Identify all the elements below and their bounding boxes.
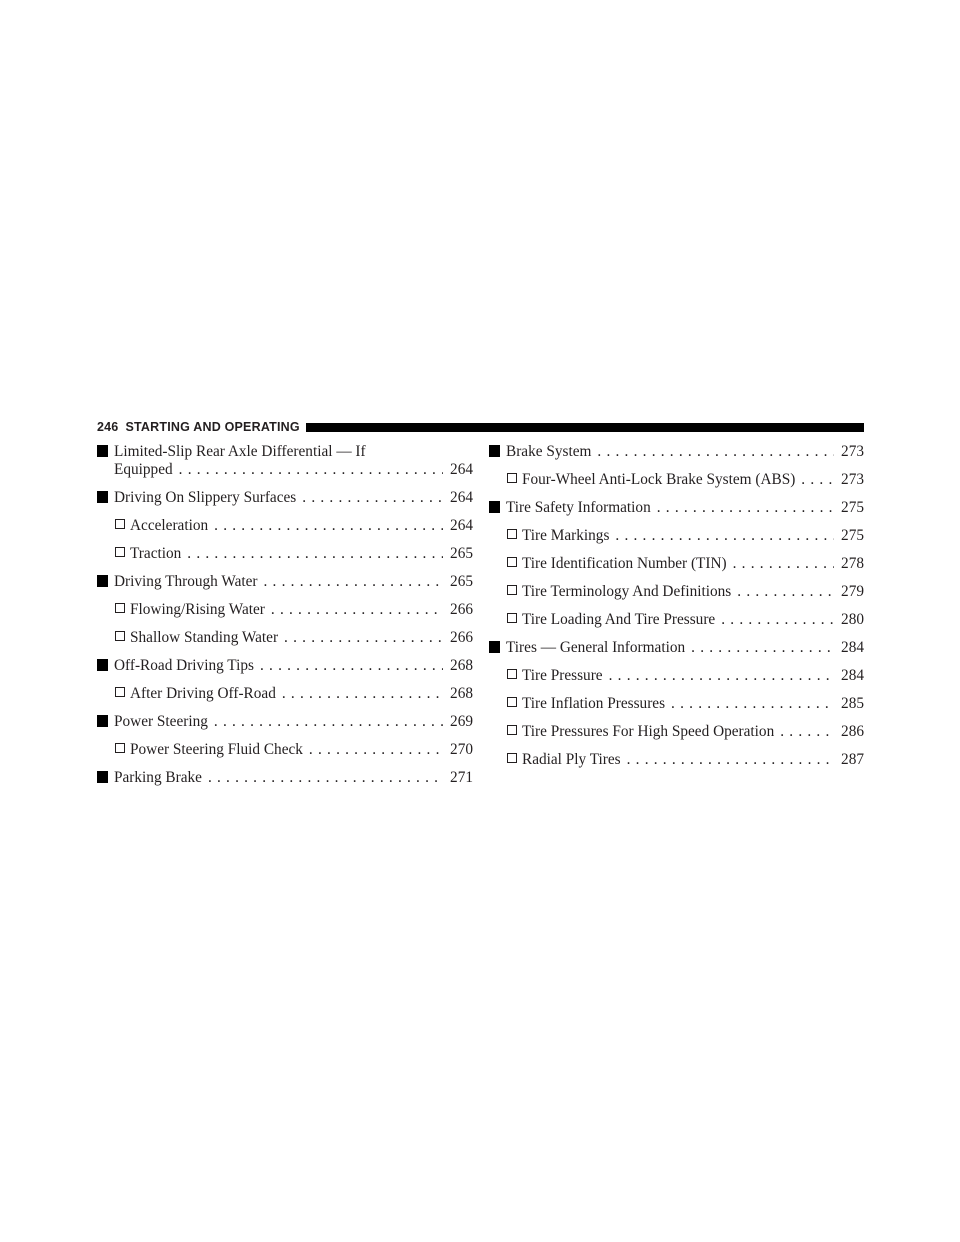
toc-entry-page: 287 xyxy=(841,751,864,768)
toc-entry-page: 269 xyxy=(450,713,473,730)
toc-entry-label: Radial Ply Tires xyxy=(522,751,621,768)
toc-entry-label: Tire Pressures For High Speed Operation xyxy=(522,723,775,740)
toc-entry-label: Limited-Slip Rear Axle Differential — If xyxy=(114,443,366,460)
toc-entry-page: 264 xyxy=(450,461,473,478)
toc-subentry[interactable] xyxy=(489,751,864,769)
toc-entry-label-continued: Equipped xyxy=(114,461,173,478)
dot-leader xyxy=(264,573,444,591)
toc-entry-page: 286 xyxy=(841,723,864,740)
toc-entry-page: 273 xyxy=(841,471,864,488)
dot-leader xyxy=(721,611,834,629)
toc-subentry[interactable] xyxy=(97,685,473,703)
toc-subentry[interactable] xyxy=(489,555,864,573)
dot-leader xyxy=(597,443,834,461)
hollow-square-bullet-icon xyxy=(507,753,517,763)
toc-entry-label: Four-Wheel Anti-Lock Brake System (ABS) xyxy=(522,471,796,488)
toc-entry-label: Shallow Standing Water xyxy=(130,629,279,646)
dot-leader xyxy=(609,667,834,685)
hollow-square-bullet-icon xyxy=(507,669,517,679)
toc-subentry[interactable] xyxy=(489,527,864,545)
toc-entry-label: Tire Identification Number (TIN) xyxy=(522,555,727,572)
toc-subentry[interactable] xyxy=(97,601,473,619)
section-title: STARTING AND OPERATING xyxy=(125,420,300,434)
toc-entry-page: 271 xyxy=(450,769,473,786)
toc-entry-label: Acceleration xyxy=(130,517,209,534)
dot-leader xyxy=(271,601,443,619)
toc-subentry[interactable] xyxy=(489,471,864,489)
hollow-square-bullet-icon xyxy=(507,613,517,623)
toc-entry-label: Tire Safety Information xyxy=(506,499,651,516)
hollow-square-bullet-icon xyxy=(115,603,125,613)
hollow-square-bullet-icon xyxy=(507,529,517,539)
toc-column-right xyxy=(489,443,864,779)
toc-entry-page: 284 xyxy=(841,639,864,656)
square-bullet-icon xyxy=(97,715,108,727)
toc-subentry[interactable] xyxy=(489,611,864,629)
toc-entry[interactable] xyxy=(97,657,473,675)
dot-leader xyxy=(214,517,443,535)
dot-leader xyxy=(282,685,443,703)
dot-leader xyxy=(801,471,834,489)
hollow-square-bullet-icon xyxy=(507,585,517,595)
toc-entry-page: 275 xyxy=(841,527,864,544)
dot-leader xyxy=(657,499,834,517)
toc-entry[interactable] xyxy=(97,713,473,731)
toc-subentry[interactable] xyxy=(489,667,864,685)
toc-subentry[interactable] xyxy=(97,629,473,647)
toc-entry[interactable] xyxy=(489,443,864,461)
dot-leader xyxy=(187,545,443,563)
toc-subentry[interactable] xyxy=(489,583,864,601)
header-rule xyxy=(306,423,864,432)
toc-entry[interactable] xyxy=(489,639,864,657)
toc-column-left xyxy=(97,443,473,797)
toc-entry-page: 264 xyxy=(450,489,473,506)
toc-entry-page: 280 xyxy=(841,611,864,628)
toc-entry-page: 275 xyxy=(841,499,864,516)
toc-entry-page: 270 xyxy=(450,741,473,758)
dot-leader xyxy=(208,769,443,787)
toc-entry-page: 265 xyxy=(450,573,473,590)
dot-leader xyxy=(627,751,834,769)
toc-entry-label: Brake System xyxy=(506,443,592,460)
dot-leader xyxy=(284,629,443,647)
dot-leader xyxy=(615,527,834,545)
toc-entry-label: Tire Terminology And Definitions xyxy=(522,583,732,600)
square-bullet-icon xyxy=(97,771,108,783)
toc-entry-label: Parking Brake xyxy=(114,769,202,786)
toc-entry-page: 284 xyxy=(841,667,864,684)
toc-entry-label: After Driving Off-Road xyxy=(130,685,276,702)
hollow-square-bullet-icon xyxy=(115,519,125,529)
dot-leader xyxy=(309,741,443,759)
toc-entry-page: 268 xyxy=(450,685,473,702)
toc-entry-page: 285 xyxy=(841,695,864,712)
toc-entry[interactable] xyxy=(97,489,473,507)
toc-entry-page: 264 xyxy=(450,517,473,534)
hollow-square-bullet-icon xyxy=(115,743,125,753)
hollow-square-bullet-icon xyxy=(115,687,125,697)
hollow-square-bullet-icon xyxy=(507,697,517,707)
hollow-square-bullet-icon xyxy=(507,473,517,483)
page-number: 246 xyxy=(97,420,119,434)
toc-entry-page: 266 xyxy=(450,629,473,646)
square-bullet-icon xyxy=(97,659,108,671)
toc-entry-page: 278 xyxy=(841,555,864,572)
page-header xyxy=(97,419,864,435)
dot-leader xyxy=(691,639,834,657)
toc-subentry[interactable] xyxy=(489,695,864,713)
toc-entry-label: Tire Loading And Tire Pressure xyxy=(522,611,716,628)
square-bullet-icon xyxy=(489,445,500,457)
square-bullet-icon xyxy=(97,491,108,503)
toc-entry-page: 266 xyxy=(450,601,473,618)
toc-entry-label: Power Steering xyxy=(114,713,208,730)
dot-leader xyxy=(733,555,834,573)
square-bullet-icon xyxy=(489,501,500,513)
toc-entry-label: Driving On Slippery Surfaces xyxy=(114,489,297,506)
toc-subentry[interactable] xyxy=(489,723,864,741)
toc-entry-page: 265 xyxy=(450,545,473,562)
dot-leader xyxy=(302,489,443,507)
toc-subentry[interactable] xyxy=(97,545,473,563)
dot-leader xyxy=(214,713,443,731)
toc-entry-page: 279 xyxy=(841,583,864,600)
dot-leader xyxy=(260,657,443,675)
toc-entry-label: Off-Road Driving Tips xyxy=(114,657,254,674)
toc-entry[interactable] xyxy=(97,769,473,787)
toc-subentry[interactable] xyxy=(97,741,473,759)
toc-entry-label: Driving Through Water xyxy=(114,573,258,590)
hollow-square-bullet-icon xyxy=(507,557,517,567)
toc-entry-label: Flowing/Rising Water xyxy=(130,601,265,618)
toc-entry-page: 268 xyxy=(450,657,473,674)
square-bullet-icon xyxy=(97,445,108,457)
hollow-square-bullet-icon xyxy=(115,547,125,557)
square-bullet-icon xyxy=(489,641,500,653)
toc-entry-label: Traction xyxy=(130,545,182,562)
toc-entry[interactable] xyxy=(97,443,473,479)
dot-leader xyxy=(179,461,443,479)
square-bullet-icon xyxy=(97,575,108,587)
toc-entry-label: Tire Markings xyxy=(522,527,610,544)
dot-leader xyxy=(780,723,834,741)
dot-leader xyxy=(737,583,834,601)
hollow-square-bullet-icon xyxy=(115,631,125,641)
toc-entry[interactable] xyxy=(489,499,864,517)
hollow-square-bullet-icon xyxy=(507,725,517,735)
toc-entry-label: Tire Pressure xyxy=(522,667,603,684)
dot-leader xyxy=(671,695,834,713)
toc-subentry[interactable] xyxy=(97,517,473,535)
toc-entry-label: Tire Inflation Pressures xyxy=(522,695,666,712)
toc-entry[interactable] xyxy=(97,573,473,591)
toc-entry-label: Power Steering Fluid Check xyxy=(130,741,303,758)
toc-entry-page: 273 xyxy=(841,443,864,460)
toc-entry-label: Tires — General Information xyxy=(506,639,686,656)
